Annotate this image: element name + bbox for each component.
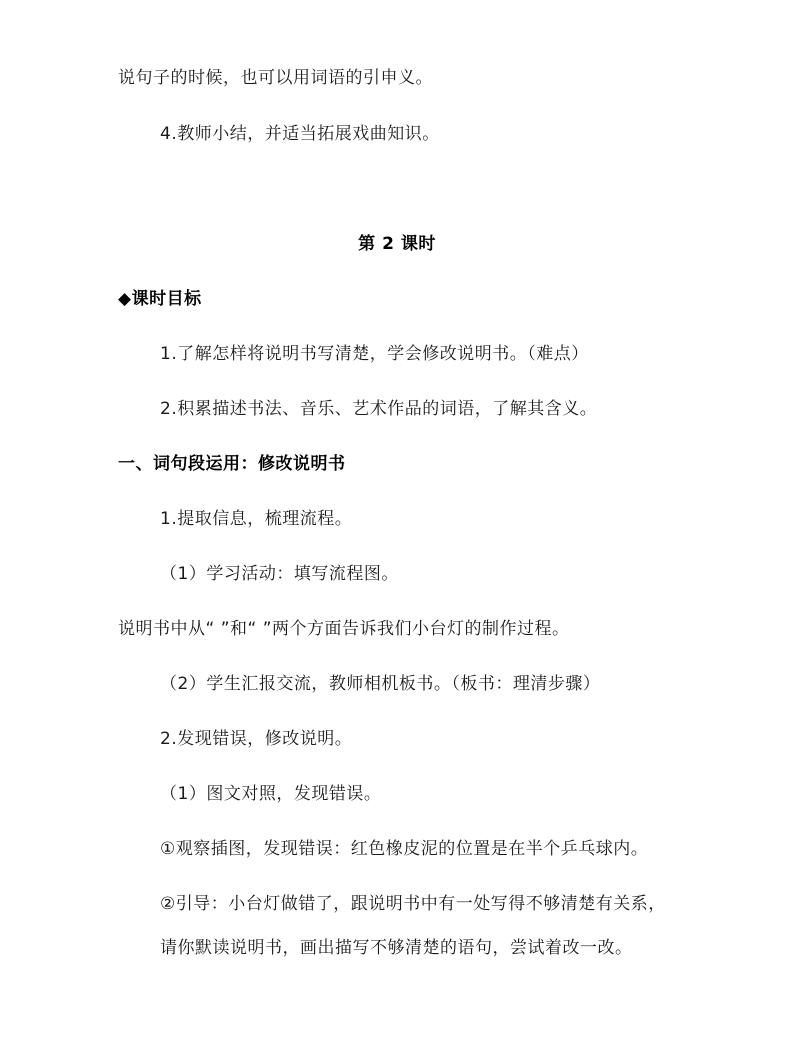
step-item-1: 1.提取信息，梳理流程。	[160, 509, 353, 529]
guidance-item-1-continuation: 请你默读说明书，画出描写不够清楚的语句，尝试着改一改。	[160, 938, 633, 958]
section-heading-objectives: ◆课时目标	[118, 289, 202, 309]
step-item-2: 2.发现错误，修改说明。	[160, 729, 353, 749]
section-heading-usage: 一、词句段运用：修改说明书	[118, 454, 346, 474]
paragraph-continuation: 说句子的时候，也可以用词语的引申义。	[118, 68, 433, 88]
objective-item-2: 2.积累描述书法、音乐、艺术作品的词语，了解其含义。	[160, 399, 598, 419]
activity-item-3: （1）图文对照，发现错误。	[160, 784, 382, 804]
paragraph-manual-aspects: 说明书中从“ ”和“ ”两个方面告诉我们小台灯的制作过程。	[118, 619, 570, 639]
paragraph-teacher-summary: 4.教师小结，并适当拓展戏曲知识。	[160, 124, 440, 144]
guidance-item-1: ②引导：小台灯做错了，跟说明书中有一处写得不够清楚有关系，	[160, 894, 666, 914]
activity-item-1: （1）学习活动：填写流程图。	[160, 564, 399, 584]
observation-item-1: ①观察插图，发现错误：红色橡皮泥的位置是在半个乒乓球内。	[160, 839, 649, 859]
objective-item-1: 1.了解怎样将说明书写清楚，学会修改说明书。（难点）	[160, 344, 589, 364]
lesson-heading: 第 2 课时	[358, 234, 436, 254]
activity-item-2: （2）学生汇报交流，教师相机板书。（板书：理清步骤）	[160, 674, 601, 694]
